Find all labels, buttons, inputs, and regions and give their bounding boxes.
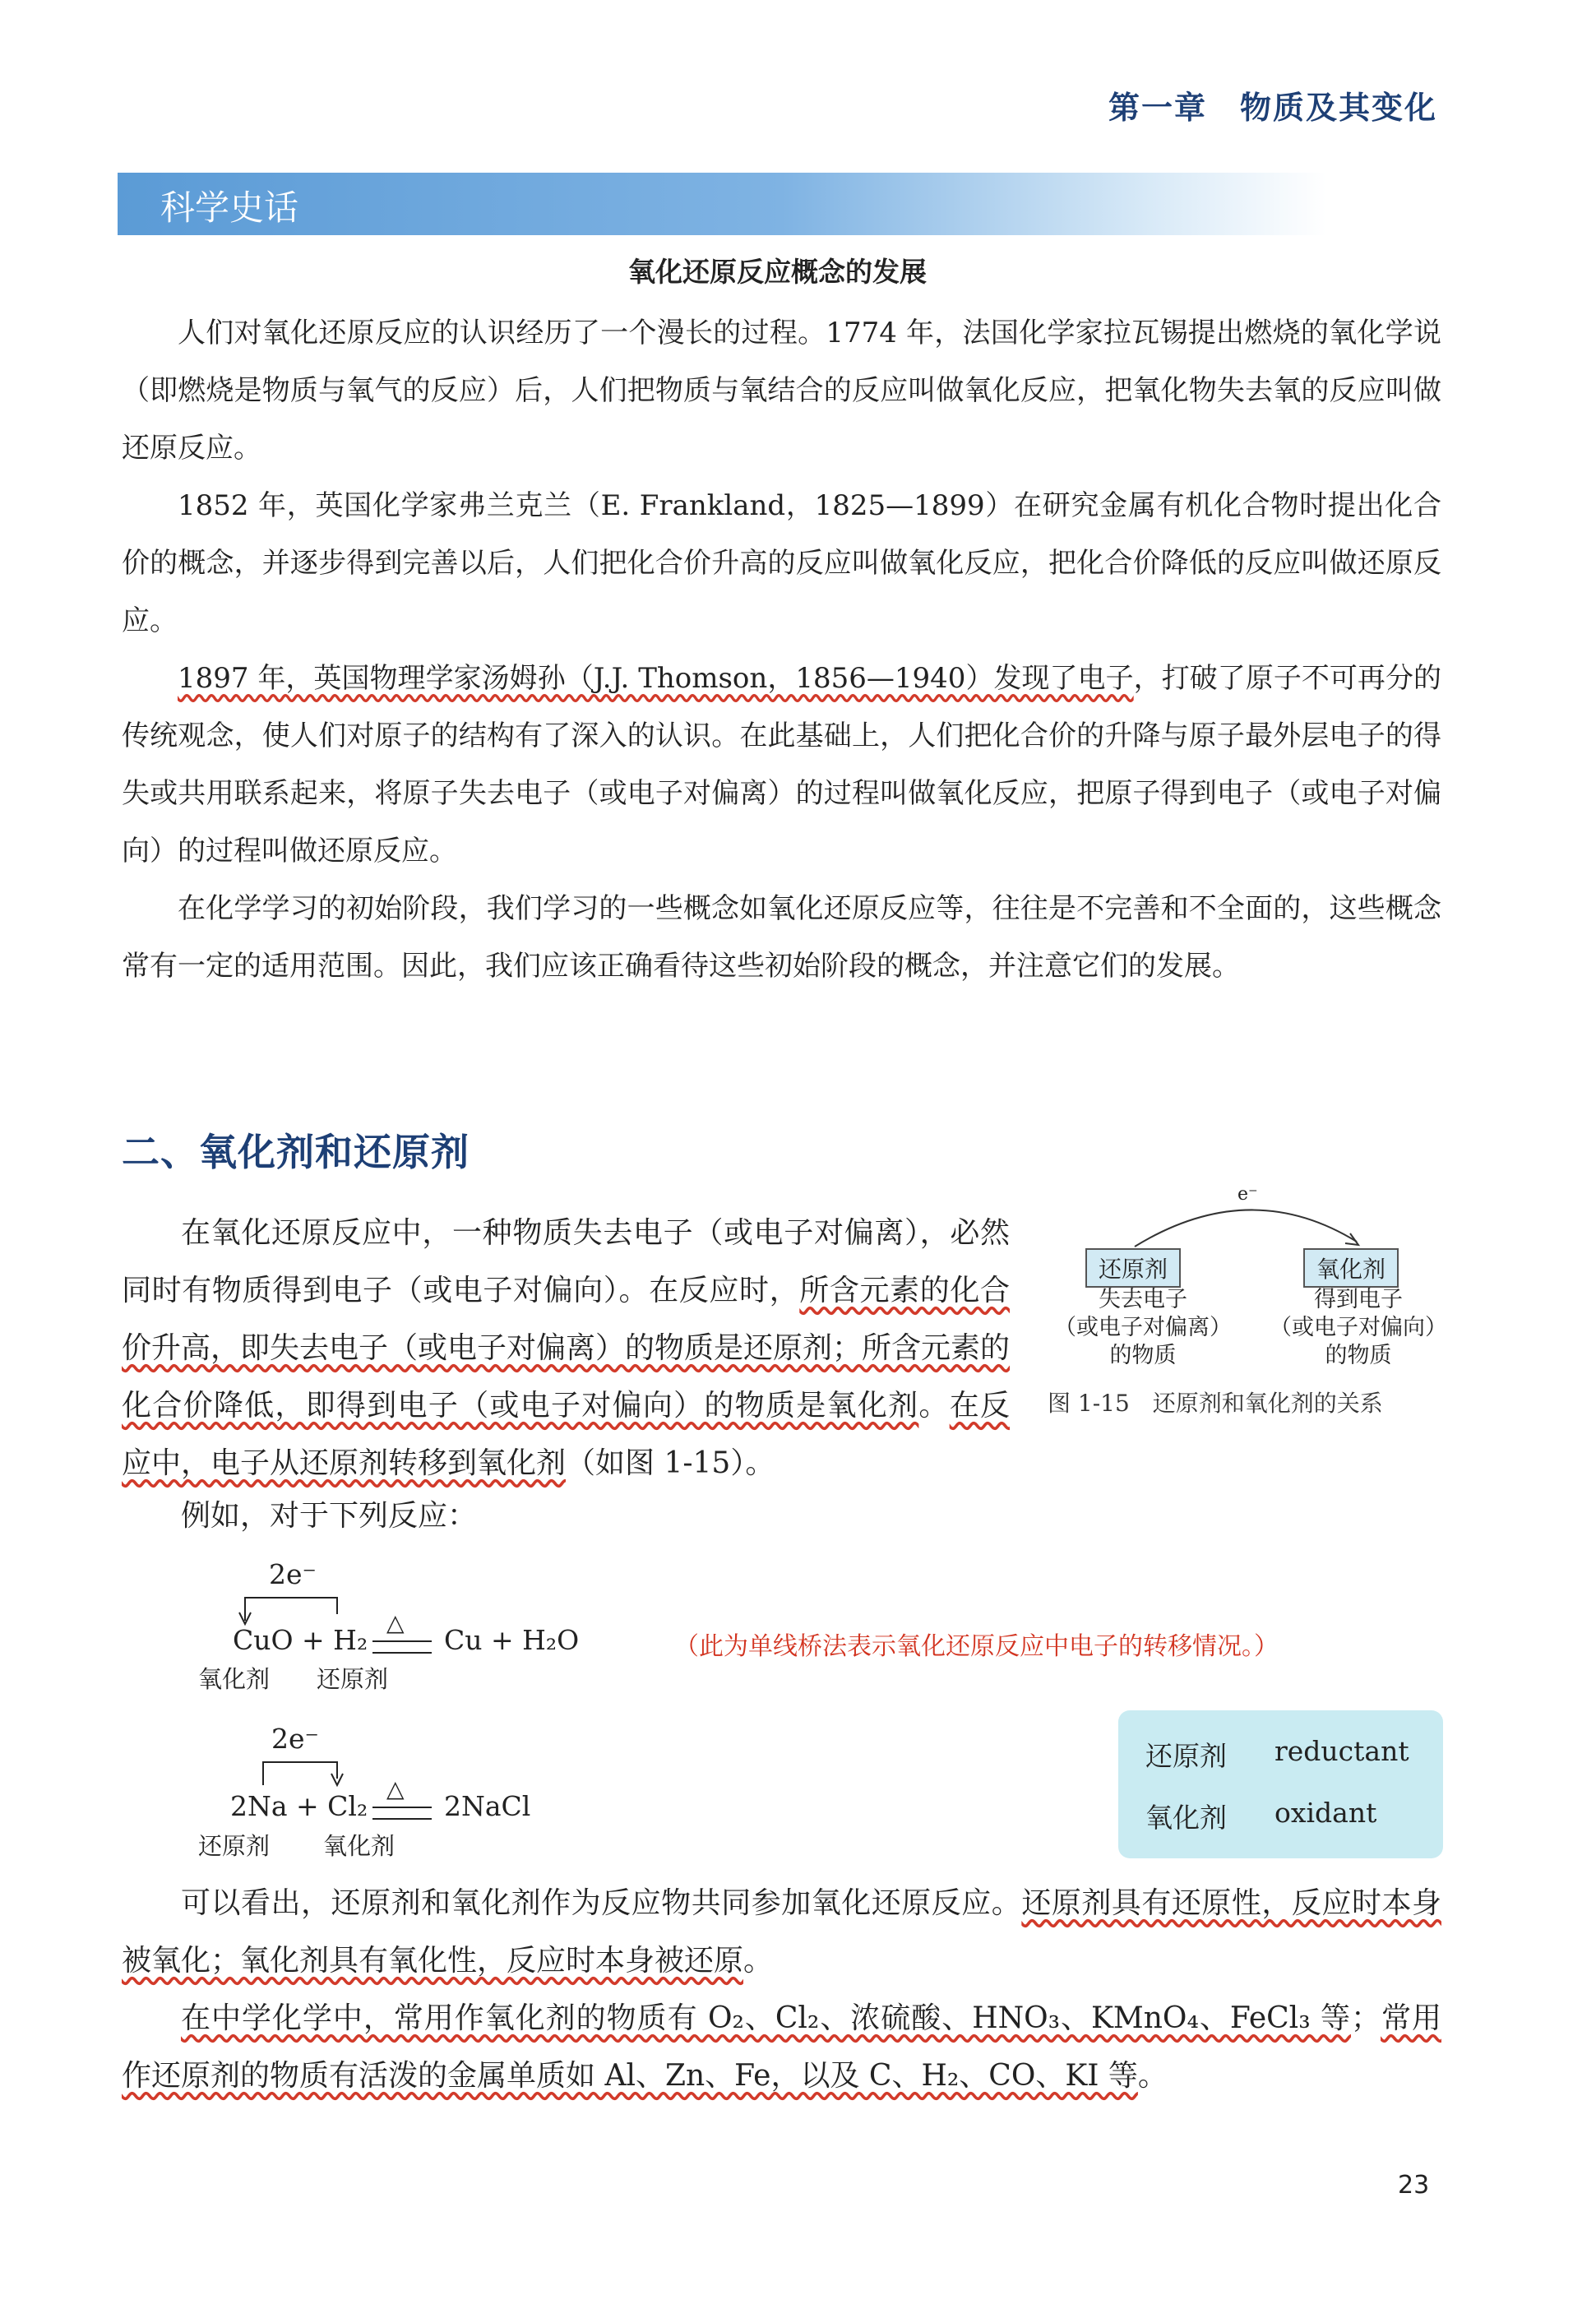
history-paragraph-4: 在化学学习的初始阶段，我们学习的一些概念如氧化还原反应等，往往是不完善和不全面的，这些概念常有一定的适用范围。因此，我们应该正确看待这些初始阶段的概念，并注意它们的发展。 [122,892,1441,983]
equation-2 [193,1723,654,1871]
figure-caption: 图 1-15 还原剂和氧化剂的关系 [1048,1390,1383,1417]
eq1-reactants: CuO + H₂ [233,1624,368,1656]
eq2-label-reductant: 还原剂 [198,1832,271,1860]
eq2-products: 2NaCl [444,1790,531,1822]
eq2-heat: △ [386,1775,405,1802]
vocab-zh-oxidant: 氧化剂 [1145,1802,1227,1834]
eq2-bridge-arrow [193,1754,358,1795]
underlined-text: 1897 年，英国物理学家汤姆孙（J.J. Thomson，1856—1940）发现了电子 [178,662,1134,695]
history-text [122,304,1441,995]
equation-1 [193,1558,654,1706]
figure-1-15 [1044,1184,1455,1431]
eq2-label-oxidant: 氧化剂 [323,1832,396,1860]
example-intro: 例如，对于下列反应： [181,1499,478,1533]
section-title: 二、氧化剂和还原剂 [122,1130,470,1174]
conclusion-text [122,1875,1441,2105]
oxidant-description: 得到电子 （或电子对偏向） 的物质 [1270,1287,1447,1368]
underlined-text: 还原剂具有还原性，反应时本身被氧化；氧化剂具有氧化性，反应时本身被还原 [122,1886,1441,1978]
oxidant-box: 氧化剂 [1303,1248,1399,1288]
bridge-method-note: （此为单线桥法表示氧化还原反应中电子的转移情况。） [674,1632,1279,1661]
eq1-equals [372,1640,432,1654]
section-banner [118,173,1326,235]
history-paragraph-1: 人们对氧化还原反应的认识经历了一个漫长的过程。1774 年，法国化学家拉瓦锡提出燃烧的氧化学说（即燃烧是物质与氧气的反应）后，人们把物质与氧结合的反应叫做氧化反应，把氧化物失去氧的反应叫做还原反应。 [122,317,1441,465]
chapter-header: 第一章 物质及其变化 [1108,90,1437,126]
electron-label: e⁻ [1237,1184,1258,1205]
vocab-en-oxidant: oxidant [1274,1797,1377,1829]
underlined-text: 在中学化学中，常用作氧化剂的物质有 O₂、Cl₂、浓硫酸、HNO₃、KMnO₄、FeCl₃ 等 [181,2001,1352,2035]
history-title: 氧化还原反应概念的发展 [628,256,927,288]
underlined-text: 常用作还原剂的物质有活泼的金属单质如 Al、Zn、Fe，以及 C、H₂、CO、KI 等 [122,2001,1441,2093]
reductant-description: 失去电子 （或电子对偏离） 的物质 [1054,1287,1232,1368]
underlined-text: 所含元素的化合价升高，即失去电子（或电子对偏离）的物质是还原剂；所含元素的化合价降低，即得到电子（或电子对偏向）的物质是氧化剂 [122,1274,1011,1423]
eq1-transfer: 2e⁻ [269,1558,317,1590]
vocab-en-reductant: reductant [1274,1735,1409,1767]
eq1-label-oxidant: 氧化剂 [198,1665,271,1693]
page-number: 23 [1398,2171,1430,2200]
conclusion-paragraph-2: 在中学化学中，常用作氧化剂的物质有 O₂、Cl₂、浓硫酸、HNO₃、KMnO₄、FeCl₃ 等；常用作还原剂的物质有活泼的金属单质如 Al、Zn、Fe，以及 C、H₂、CO、KI 等。 [122,2001,1441,2093]
conclusion-paragraph-1: 可以看出，还原剂和氧化剂作为反应物共同参加氧化还原反应。还原剂具有还原性，反应时本身被氧化；氧化剂具有氧化性，反应时本身被还原。 [122,1886,1441,1978]
eq1-label-reductant: 还原剂 [317,1665,389,1693]
vocab-zh-reductant: 还原剂 [1145,1740,1227,1772]
reductant-box: 还原剂 [1085,1248,1181,1288]
history-paragraph-2: 1852 年，英国化学家弗兰克兰（E. Frankland，1825—1899）在研究金属有机化合物时提出化合价的概念，并逐步得到完善以后，人们把化合价升高的反应叫做氧化反应，把化合价降低的反应叫做还原反应。 [122,489,1441,637]
intro-paragraph: 在氧化还原反应中，一种物质失去电子（或电子对偏离），必然同时有物质得到电子（或电子对偏向）。在反应时，所含元素的化合价升高，即失去电子（或电子对偏离）的物质是还原剂；所含元素的化合价降低，即得到电子（或电子对偏向）的物质是氧化剂。在反应中，电子从还原剂转移到氧化剂（如图 1-15）。 [122,1216,1011,1480]
eq2-equals [372,1807,432,1820]
eq2-reactants: 2Na + Cl₂ [230,1790,368,1822]
history-paragraph-3: 1897 年，英国物理学家汤姆孙（J.J. Thomson，1856—1940）发现了电子，打破了原子不可再分的传统观念，使人们对原子的结构有了深入的认识。在此基础上，人们把化合价的升降与原子最外层电子的得失或共用联系起来，将原子失去电子（或电子对偏离）的过程叫做氧化反应，把原子得到电子（或电子对偏向）的过程叫做还原反应。 [122,662,1441,868]
eq1-products: Cu + H₂O [444,1624,580,1656]
banner-label: 科学史话 [160,187,299,228]
vocabulary-box [1118,1710,1443,1858]
eq1-heat: △ [386,1609,405,1636]
eq2-transfer: 2e⁻ [271,1723,319,1755]
underlined-text: 在反应中，电子从还原剂转移到氧化剂 [122,1389,1010,1480]
